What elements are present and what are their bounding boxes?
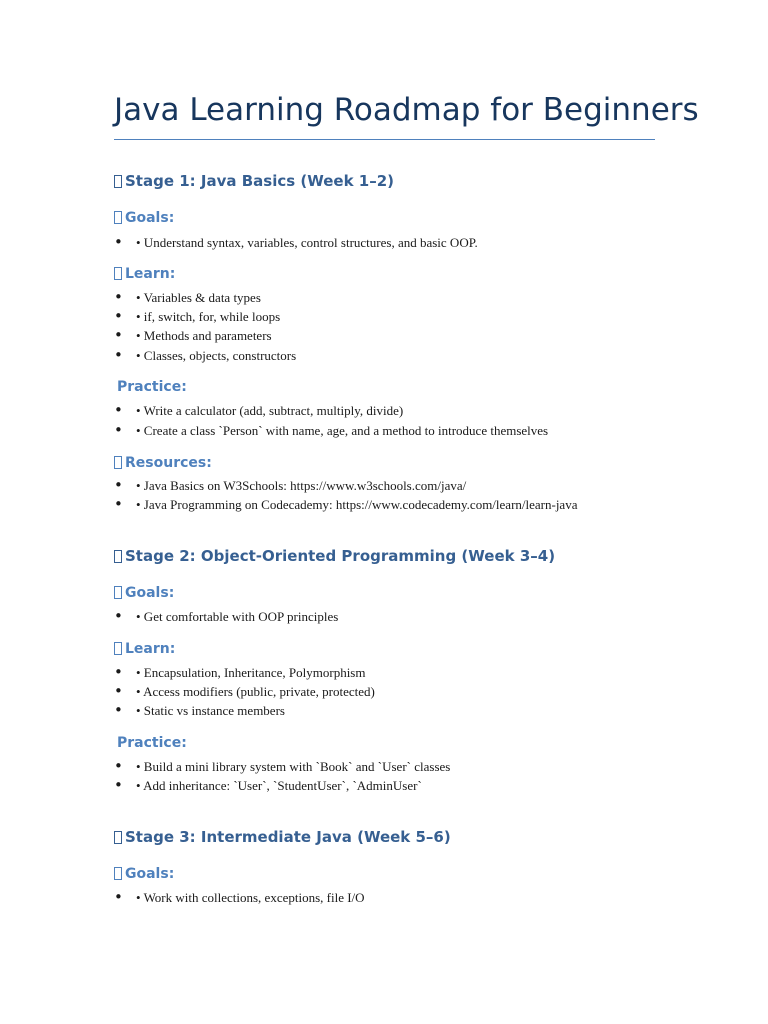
bullet-icon: • [114,495,123,513]
stage-3-heading [114,828,451,846]
list-item-text: • Get comfortable with OOP principles [136,609,339,624]
stage-2-goals-label [114,585,174,601]
list-item-text: • Create a class `Person` with name, age, and a method to introduce themselves [136,423,549,438]
stage-2-learn-label [114,641,175,657]
bullet-icon: • [114,757,123,775]
list-item-text: • Understand syntax, variables, control structures, and basic OOP. [136,235,478,250]
stage-2-heading-text: Stage 2: Object-Oriented Programming (Week 3–4) [125,547,556,565]
missing-glyph-icon [114,267,122,280]
list-item-text: • Write a calculator (add, subtract, multiply, divide) [136,403,404,418]
list-item-text: • Add inheritance: `User`, `StudentUser`, `AdminUser` [136,778,422,793]
stage-1-resources-label [114,455,212,471]
list-item-text: • Java Programming on Codecademy: https://www.codecademy.com/learn/learn-java [136,497,578,512]
bullet-icon: • [114,776,123,794]
bullet-icon: • [114,663,123,681]
stage-1-goals-label [114,210,174,226]
bullet-icon: • [114,307,123,325]
stage-3-goals-label-text: Goals: [125,866,175,882]
bullet-icon: • [114,346,123,364]
stage-2-heading [114,547,555,565]
missing-glyph-icon [114,175,122,188]
stage-3-heading-text: Stage 3: Intermediate Java (Week 5–6) [125,828,451,846]
stage-1-learn-label-text: Learn: [125,266,176,282]
bullet-icon: • [114,401,123,419]
stage-1-resources-label-text: Resources: [125,455,212,471]
list-item-text: • Work with collections, exceptions, file I/O [136,890,365,905]
missing-glyph-icon [114,211,122,224]
missing-glyph-icon [114,867,122,880]
bullet-icon: • [114,607,123,625]
bullet-icon: • [114,701,123,719]
list-item-text: • Java Basics on W3Schools: https://www.w3schools.com/java/ [136,478,467,493]
list-item-text: • Access modifiers (public, private, protected) [136,684,375,699]
bullet-icon: • [114,888,123,906]
stage-2-goals-label-text: Goals: [125,585,175,601]
stage-1-heading-text: Stage 1: Java Basics (Week 1–2) [125,172,395,190]
bullet-icon: • [114,421,123,439]
stage-2-practice-label: Practice: [117,735,187,751]
missing-glyph-icon [114,642,122,655]
list-item-text: • Static vs instance members [136,703,285,718]
stage-1-heading [114,172,394,190]
missing-glyph-icon [114,831,122,844]
list-item-text: • Encapsulation, Inheritance, Polymorphism [136,665,366,680]
list-item-text: • Variables & data types [136,290,261,305]
stage-1-practice-label: Practice: [117,379,187,395]
bullet-icon: • [114,233,123,251]
list-item-text: • Build a mini library system with `Book` and `User` classes [136,759,451,774]
missing-glyph-icon [114,586,122,599]
bullet-icon: • [114,326,123,344]
page-title: Java Learning Roadmap for Beginners [114,92,699,128]
stage-3-goals-label [114,866,174,882]
bullet-icon: • [114,682,123,700]
bullet-icon: • [114,288,123,306]
stage-1-goals-label-text: Goals: [125,210,175,226]
bullet-icon: • [114,476,123,494]
stage-2-learn-label-text: Learn: [125,641,176,657]
list-item-text: • if, switch, for, while loops [136,309,281,324]
stage-1-learn-label [114,266,175,282]
list-item-text: • Classes, objects, constructors [136,348,297,363]
missing-glyph-icon [114,550,122,563]
title-underline [114,139,655,140]
list-item-text: • Methods and parameters [136,328,272,343]
missing-glyph-icon [114,456,122,469]
